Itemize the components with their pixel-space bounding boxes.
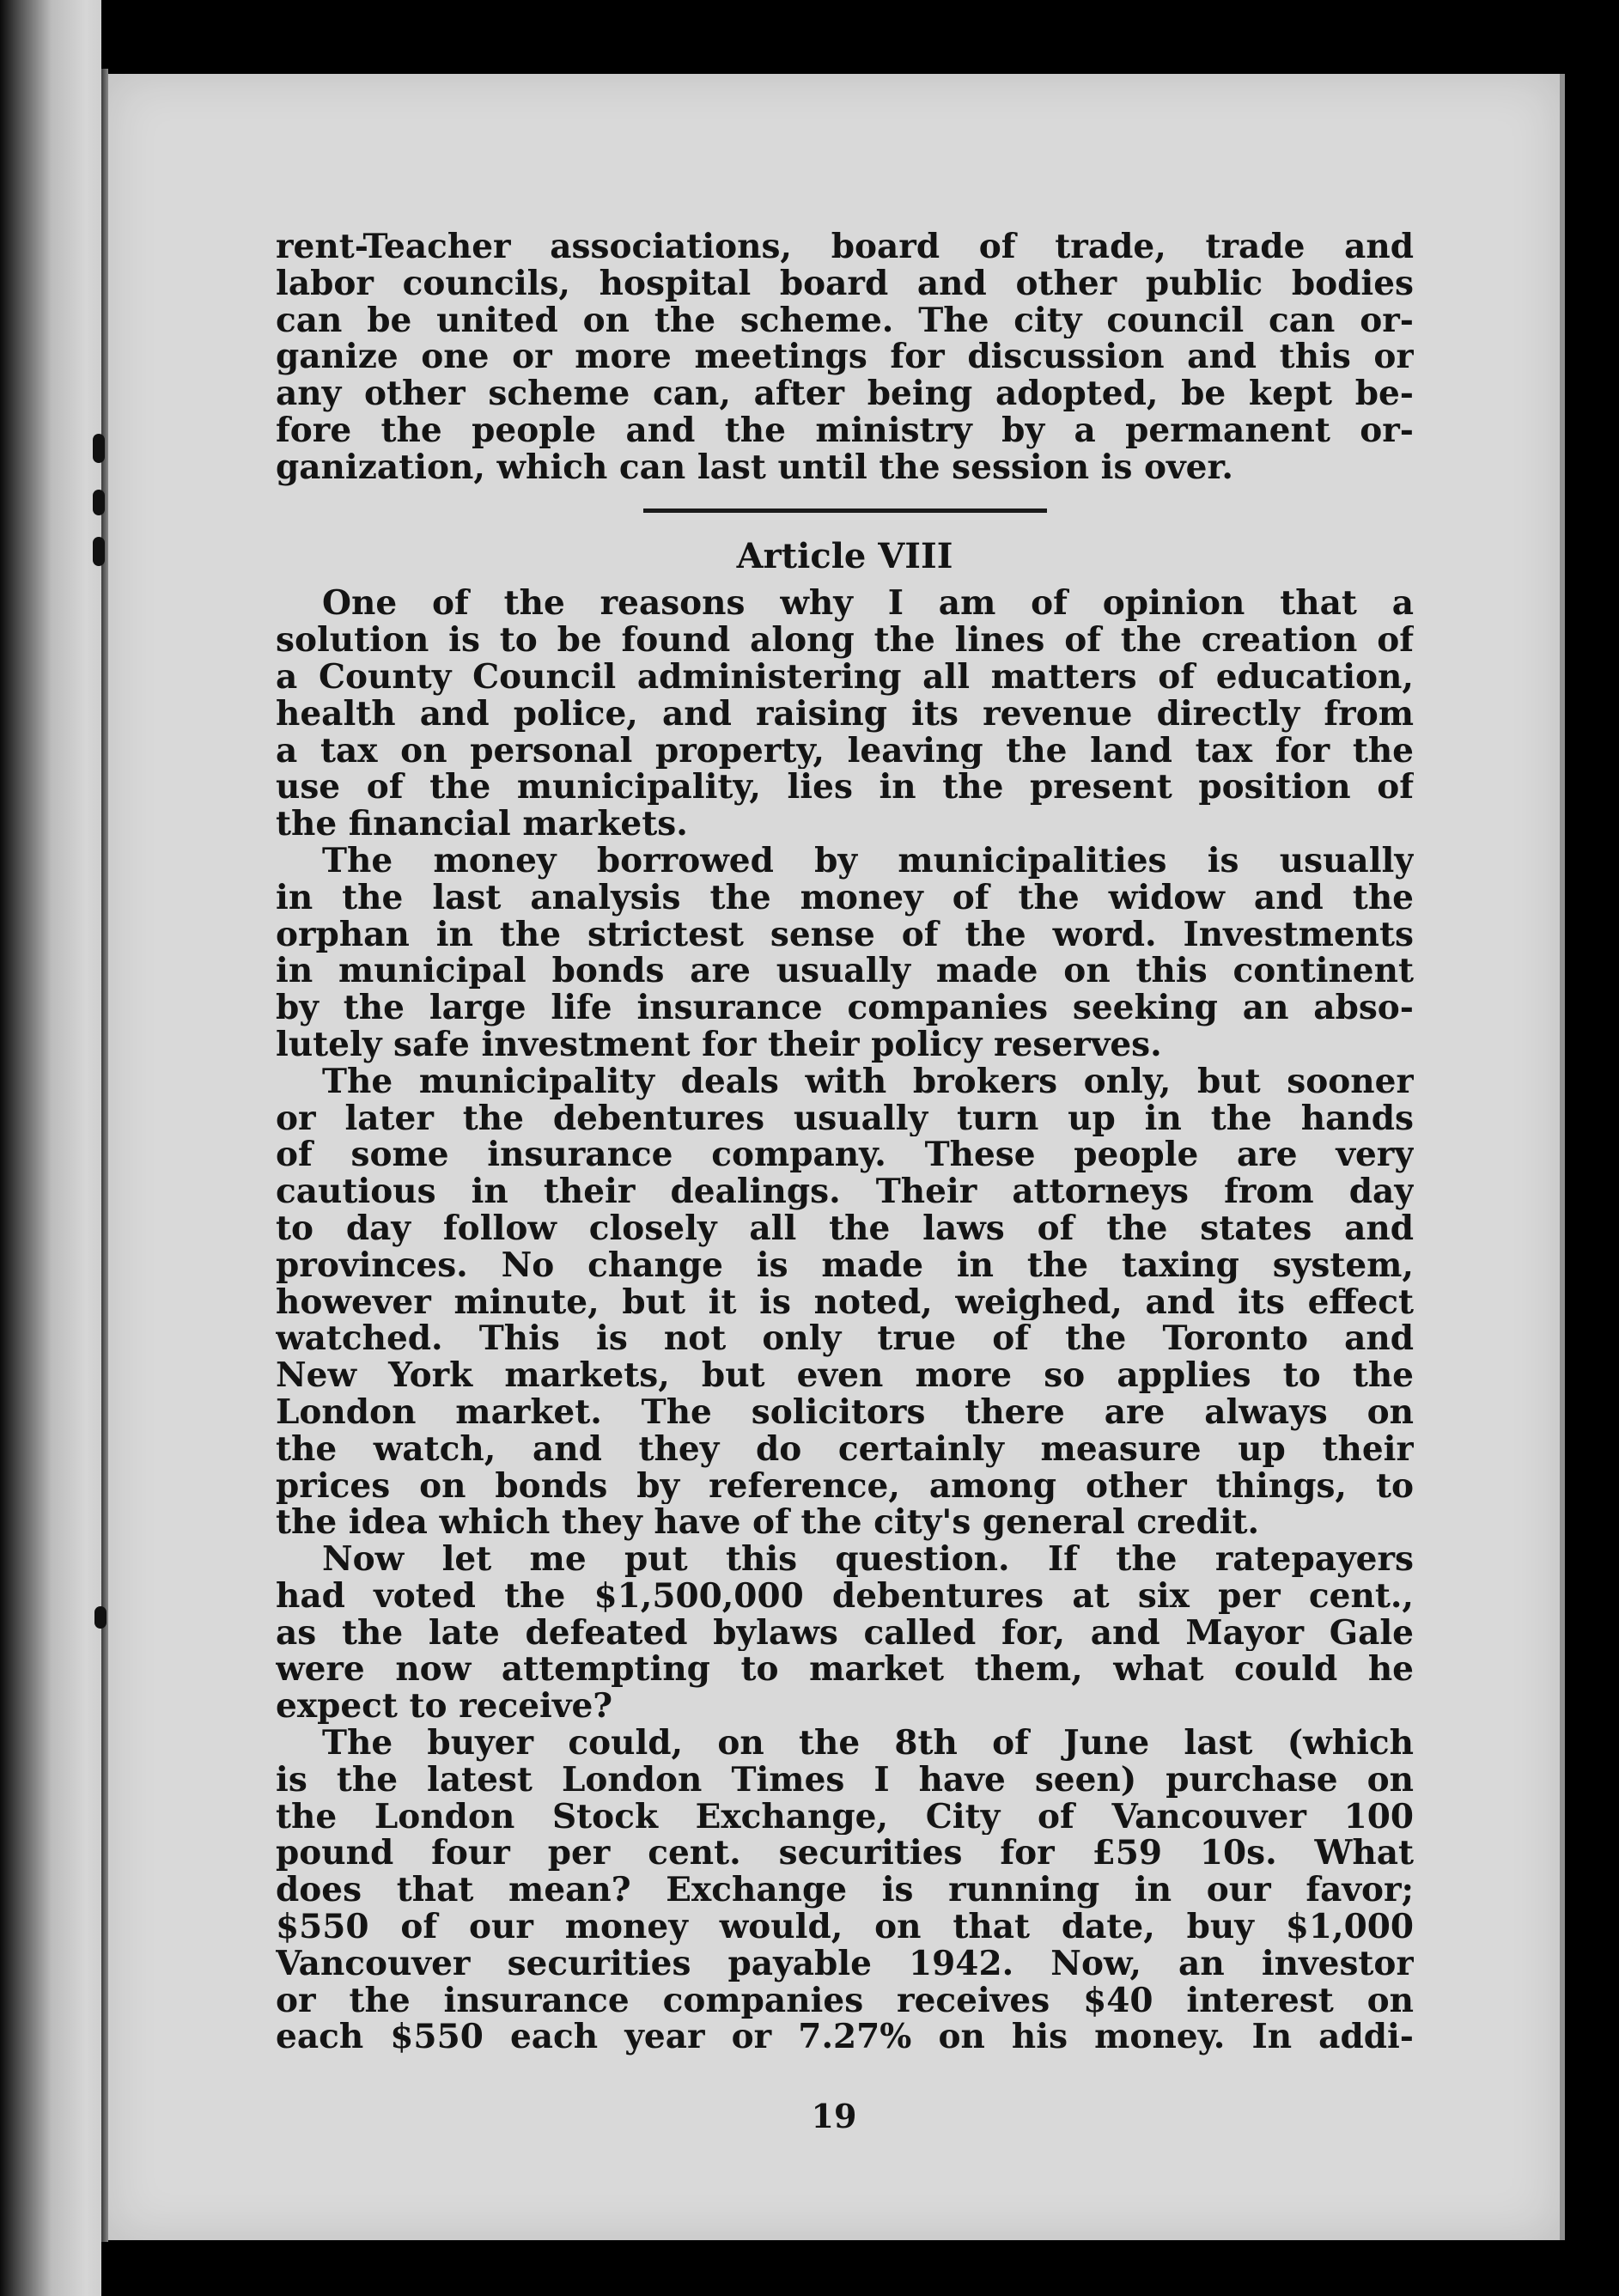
text-line: The buyer could, on the 8th of June last (which <box>322 1725 1414 1762</box>
text-line: a tax on personal property, leaving the land tax for the <box>276 732 1414 770</box>
paragraph <box>276 843 1414 1063</box>
text-line: each $550 each year or 7.27% on his money. In addi- <box>276 2019 1414 2056</box>
text-line: in the last analysis the money of the widow and the <box>276 879 1414 917</box>
text-line: use of the municipality, lies in the present position of <box>276 769 1414 807</box>
text-line: however minute, but it is noted, weighed, and its effect <box>276 1283 1414 1321</box>
text-line: of some insurance company. These people are very <box>276 1136 1414 1174</box>
text-line: to day follow closely all the laws of the states and <box>276 1209 1414 1247</box>
text-line: ganize one or more meetings for discussion and this or <box>276 338 1414 376</box>
text-line: solution is to be found along the lines of the creation of <box>276 622 1414 659</box>
text-line: does that mean? Exchange is running in our favor; <box>276 1872 1414 1909</box>
text-line: London market. The solicitors there are always on <box>276 1393 1414 1431</box>
text-line: can be united on the scheme. The city council can or- <box>276 301 1414 339</box>
text-line: is the latest London Times I have seen) purchase on <box>276 1761 1414 1799</box>
text-line: by the large life insurance companies seeking an abso- <box>276 990 1414 1026</box>
text-line: cautious in their dealings. Their attorneys from day <box>276 1173 1414 1210</box>
text-line: New York markets, but even more so applies to the <box>276 1357 1414 1394</box>
margin-mark <box>93 434 105 463</box>
text-line: ganization, which can last until the session is over. <box>276 448 1234 486</box>
text-line: as the late defeated bylaws called for, and Mayor Gale <box>276 1614 1414 1652</box>
text-line: in municipal bonds are usually made on this continent <box>276 953 1414 990</box>
text-line: health and police, and raising its revenue directly from <box>276 695 1414 733</box>
margin-mark <box>93 490 105 515</box>
text-line: the watch, and they do certainly measure up their <box>276 1430 1414 1468</box>
text-line: provinces. No change is made in the taxing system, <box>276 1246 1414 1284</box>
text-line: pound four per cent. securities for £59 10s. What <box>276 1835 1414 1873</box>
text-line: One of the reasons why I am of opinion that a <box>322 585 1414 623</box>
section-divider <box>643 509 1047 513</box>
text-line: The municipality deals with brokers only, but sooner <box>322 1063 1414 1100</box>
text-line: expect to receive? <box>276 1688 613 1726</box>
text-line: the London Stock Exchange, City of Vancouver 100 <box>276 1798 1414 1836</box>
margin-mark <box>94 1606 107 1629</box>
text-line: Now let me put this question. If the ratepayers <box>322 1541 1414 1578</box>
text-line: labor councils, hospital board and other public bodies <box>276 265 1414 302</box>
text-line: fore the people and the ministry by a permanent or- <box>276 411 1414 449</box>
paragraph <box>276 1725 1414 2055</box>
text-line: the financial markets. <box>276 806 688 843</box>
text-line: watched. This is not only true of the Toronto and <box>276 1320 1414 1358</box>
text-line: the idea which they have of the city's general credit. <box>276 1504 1260 1542</box>
page-text <box>276 228 1414 2055</box>
section-heading: Article VIII <box>736 535 953 576</box>
binding-edge <box>101 69 108 2242</box>
article-body <box>276 585 1414 2055</box>
text-line: had voted the $1,500,000 debentures at six per cent., <box>276 1577 1414 1615</box>
margin-mark <box>93 537 105 566</box>
text-line: The money borrowed by municipalities is usually <box>322 842 1414 880</box>
paragraph <box>276 1541 1414 1725</box>
text-line: or the insurance companies receives $40 interest on <box>276 1982 1414 2019</box>
paragraph <box>276 1063 1414 1541</box>
text-line: were now attempting to market them, what could he <box>276 1651 1414 1689</box>
text-line: orphan in the strictest sense of the word. Investments <box>276 916 1414 953</box>
text-line: prices on bonds by reference, among other things, to <box>276 1467 1414 1505</box>
book-page <box>108 74 1565 2240</box>
page-number: 19 <box>811 2097 857 2135</box>
text-line: lutely safe investment for their policy reserves. <box>276 1026 1162 1063</box>
text-line: a County Council administering all matters of education, <box>276 658 1414 696</box>
text-line: rent-Teacher associations, board of trade, trade and <box>276 228 1414 265</box>
paragraph <box>276 585 1414 843</box>
text-line: or later the debentures usually turn up in the hands <box>276 1099 1414 1137</box>
text-line: any other scheme can, after being adopted, be kept be- <box>276 375 1414 412</box>
facing-page-edge <box>0 0 101 2296</box>
continued-paragraph <box>276 228 1414 486</box>
text-line: Vancouver securities payable 1942. Now, an investor <box>276 1945 1414 1982</box>
text-line: $550 of our money would, on that date, buy $1,000 <box>276 1909 1414 1946</box>
